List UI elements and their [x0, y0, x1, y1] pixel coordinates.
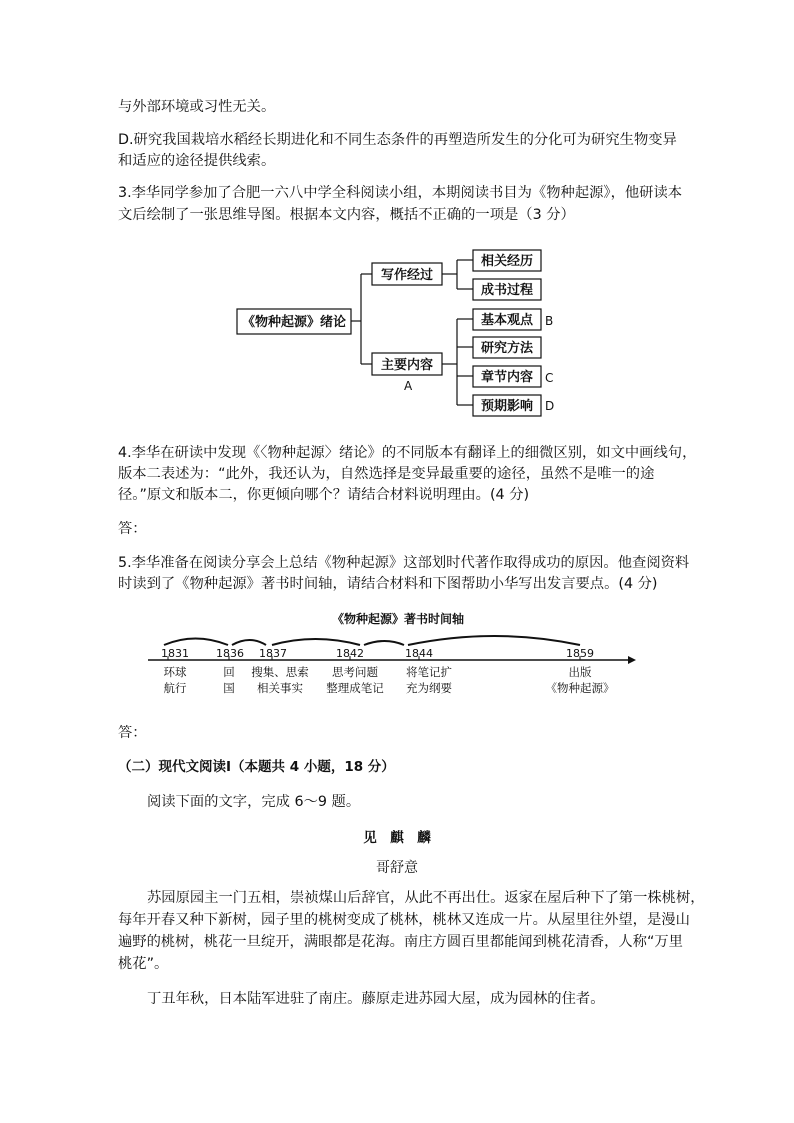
story-title: 见 麒 麟: [363, 830, 431, 846]
timeline-arc: [364, 641, 404, 645]
mindmap-child-label: 预期影响: [480, 399, 534, 414]
paragraph-line: 和适应的途径提供线索。: [118, 153, 276, 169]
paragraph-line: 与外部环境或习性无关。: [118, 99, 276, 115]
timeline-arc: [272, 639, 360, 645]
question-4-line: 4.李华在研读中发现《〈物种起源〉绪论》的不同版本有翻译上的细微区别，如文中画线句，: [118, 445, 697, 461]
mindmap-child-label: 基本观点: [480, 313, 534, 328]
timeline-event: 出版: [568, 665, 592, 679]
mindmap-marker: A: [404, 379, 413, 393]
question-3-line: 文后绘制了一张思维导图。根据本文内容，概括不正确的一项是（3 分）: [118, 207, 575, 223]
mindmap-marker: B: [545, 314, 554, 328]
timeline-year: 1837: [259, 647, 287, 660]
section-heading: （二）现代文阅读Ⅰ（本题共 4 小题，18 分）: [118, 759, 395, 775]
timeline-event: 环球: [163, 665, 187, 679]
timeline-event: 回: [223, 665, 235, 679]
mindmap-child-label: 研究方法: [480, 341, 534, 356]
mind-map: [0, 0, 794, 430]
answer-label: 答：: [118, 725, 147, 741]
instruction-line: 阅读下面的文字，完成 6～9 题。: [147, 794, 361, 810]
story-paragraph-line: 每年开春又种下新树，园子里的桃树变成了桃林，桃林又连成一片。从屋里往外望，是漫山: [118, 912, 690, 928]
timeline-event: 国: [223, 681, 235, 695]
timeline-figure: [0, 600, 794, 705]
question-3-line: 3.李华同学参加了合肥一六八中学全科阅读小组，本期阅读书目为《物种起源》，他研读本: [118, 185, 683, 201]
mindmap-child-label: 相关经历: [480, 254, 534, 269]
timeline-event: 《物种起源》: [545, 681, 615, 695]
timeline-event: 航行: [163, 681, 187, 695]
story-paragraph-line: 遍野的桃树，桃花一旦绽开，满眼都是花海。南庄方圆百里都能闻到桃花清香，人称“万里: [118, 934, 683, 950]
timeline-year: 1831: [161, 647, 189, 660]
timeline-year: 1842: [336, 647, 364, 660]
timeline-arc: [408, 636, 580, 645]
question-5-line: 5.李华准备在阅读分享会上总结《物种起源》这部划时代著作取得成功的原因。他查阅资料: [118, 555, 690, 571]
answer-label: 答：: [118, 521, 147, 537]
story-paragraph-line: 桃花”。: [118, 956, 169, 972]
mindmap-branch1-label: 写作经过: [380, 268, 434, 283]
timeline-event: 相关事实: [257, 681, 303, 695]
timeline-event: 充为纲要: [406, 681, 452, 695]
paragraph-line: D.研究我国栽培水稻经长期进化和不同生态条件的再塑造所发生的分化可为研究生物变异: [118, 132, 677, 148]
mindmap-marker: C: [545, 371, 554, 385]
mindmap-root-label: 《物种起源》绪论: [241, 315, 347, 330]
mindmap-child-label: 章节内容: [480, 370, 534, 385]
mindmap-child-label: 成书过程: [480, 283, 534, 298]
timeline-event: 将笔记扩: [406, 665, 452, 679]
story-paragraph-line: 丁丑年秋，日本陆军进驻了南庄。藤原走进苏园大屋，成为园林的住者。: [147, 991, 605, 1007]
timeline-arc: [232, 640, 266, 645]
timeline-event: 整理成笔记: [326, 681, 384, 695]
timeline-arrow: [628, 656, 636, 664]
timeline-event: 搜集、思索: [251, 665, 309, 679]
question-5-line: 时读到了《物种起源》著书时间轴，请结合材料和下图帮助小华写出发言要点。(4 分): [118, 576, 658, 592]
timeline-year: 1844: [405, 647, 433, 660]
story-author: 哥舒意: [376, 860, 418, 876]
timeline-year: 1836: [216, 647, 244, 660]
mindmap-branch2-label: 主要内容: [380, 358, 434, 373]
timeline-arc: [164, 639, 228, 646]
question-4-line: 径。”原文和版本二，你更倾向哪个？请结合材料说明理由。(4 分): [118, 487, 530, 503]
question-4-line: 版本二表述为：“此外，我还认为，自然选择是变异最重要的途径，虽然不是唯一的途: [118, 466, 655, 482]
timeline-title: 《物种起源》著书时间轴: [331, 612, 465, 626]
timeline-year: 1859: [566, 647, 594, 660]
timeline-event: 思考问题: [332, 665, 378, 679]
mindmap-marker: D: [545, 399, 555, 413]
story-paragraph-line: 苏园原园主一门五相，崇祯煤山后辞官，从此不再出仕。返家在屋后种下了第一株桃树，: [147, 890, 705, 906]
